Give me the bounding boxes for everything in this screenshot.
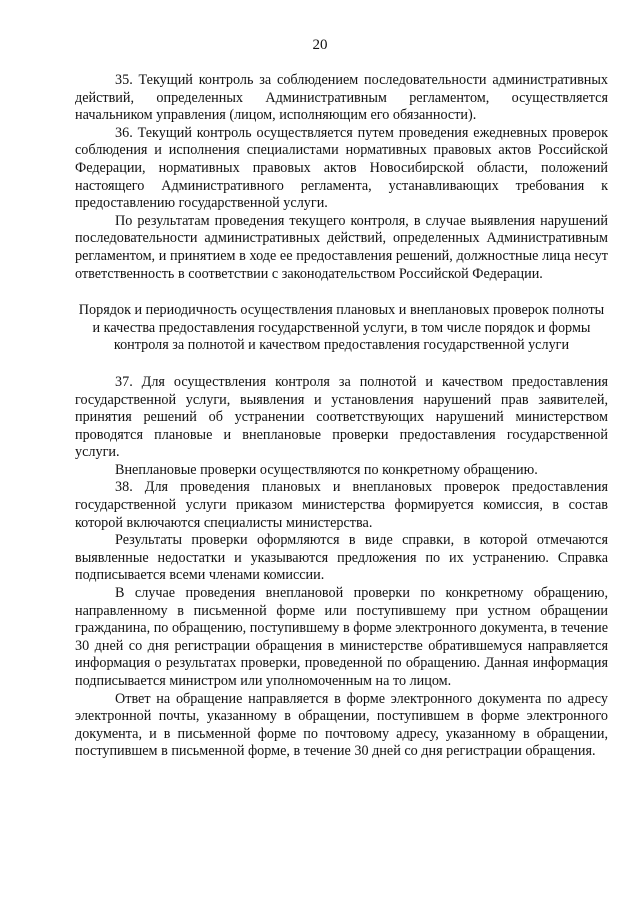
page-number: 20: [312, 37, 328, 53]
paragraph-response-delivery: Ответ на обращение направляется в форме электронного документа по адресу электронной почты, указанному в обращении, поступившем в форме электронного документа, и в письменной форме по почтовому адресу, указанному в обращении, поступившем в письменной форме, в течение 30 дней со дня регистрации обращения.: [75, 690, 608, 760]
paragraph-37: 37. Для осуществления контроля за полнотой и качеством предоставления государственной услуги, выявления и установления нарушений прав заявителей, принятия решений об устранении соответствующих нарушений министерством проводятся плановые и внеплановые проверки предоставления государственной услуги.: [75, 373, 608, 461]
paragraph-38: 38. Для проведения плановых и внеплановых проверок предоставления государственной услуги приказом министерства формируется комиссия, в состав которой включаются специалисты министерства.: [75, 479, 608, 531]
paragraph-35: 35. Текущий контроль за соблюдением последовательности административных действий, определенных Административным регламентом, осуществляется начальником управления (лицом, исполняющим его обязанности).: [75, 72, 608, 124]
paragraph-unscheduled-checks: Внеплановые проверки осуществляются по конкретному обращению.: [115, 461, 538, 478]
paragraph-36: 36. Текущий контроль осуществляется путем проведения ежедневных проверок соблюдения и исполнения специалистами нормативных правовых актов Российской Федерации, нормативных правовых актов Новосибирской области, положений настоящего Административного регламента, устанавливающих требования к предоставлению государственной услуги.: [75, 124, 608, 212]
paragraph-check-results: Результаты проверки оформляются в виде справки, в которой отмечаются выявленные недостатки и указываются предложения по их устранению. Справка подписывается всеми членами комиссии.: [75, 532, 608, 584]
section-heading: Порядок и периодичность осуществления плановых и внеплановых проверок полноты и качества предоставления государственной услуги, в том числе порядок и формы контроля за полнотой и качеством предоставления государственной услуги: [78, 302, 605, 354]
paragraph-current-control-results: По результатам проведения текущего контроля, в случае выявления нарушений последовательности административных действий, определенных Административным регламентом, и принятием в ходе ее предоставления решений, должностные лица несут ответственность в соответствии с законодательством Российской Федерации.: [75, 212, 608, 282]
paragraph-unscheduled-check-response: В случае проведения внеплановой проверки по конкретному обращению, направленному в письменной форме или поступившему при устном обращении гражданина, по обращению, поступившему в форме электронного документа, в течение 30 дней со дня регистрации обращения в министерстве обратившемуся направляется информация о результатах проверки, проведенной по обращению. Данная информация подписывается министром или уполномоченным на то лицом.: [75, 585, 608, 689]
document-body: [75, 72, 608, 761]
